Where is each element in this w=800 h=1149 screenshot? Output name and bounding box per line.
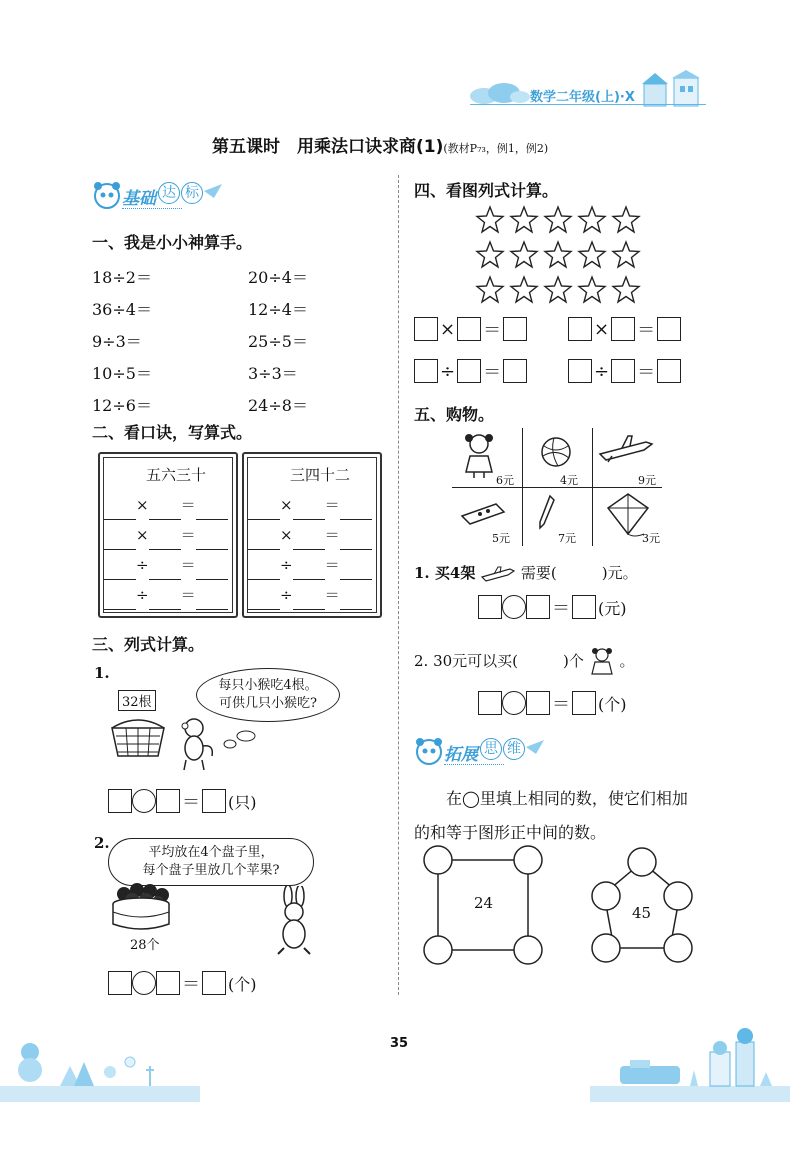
s5-q1-answer: ＝ (元) — [478, 594, 627, 620]
price-doll: 6元 — [496, 474, 514, 487]
airplane-icon — [598, 434, 654, 464]
page-number: 35 — [390, 1036, 409, 1051]
s1-right-0: 20÷4＝ — [248, 268, 308, 287]
column-divider — [398, 175, 399, 995]
s1-right-3: 3÷3＝ — [248, 364, 298, 383]
s1-left-column — [92, 262, 152, 422]
answer-box[interactable] — [108, 789, 132, 813]
s2-rhyme2: 三四十二 — [290, 466, 351, 484]
s2-frame-right — [242, 452, 382, 618]
s5-q1-unit: (元) — [598, 598, 627, 618]
operator-circle[interactable] — [132, 971, 156, 995]
paper-plane-icon — [204, 184, 222, 198]
answer-box[interactable] — [611, 317, 635, 341]
answer-box[interactable] — [202, 789, 226, 813]
answer-box[interactable] — [526, 595, 550, 619]
s1-right-column — [248, 262, 308, 422]
header-house-decoration — [636, 70, 706, 108]
s1-right-2: 25÷5＝ — [248, 332, 308, 351]
answer-box[interactable] — [568, 359, 592, 383]
answer-box[interactable] — [657, 317, 681, 341]
answer-box[interactable] — [503, 359, 527, 383]
s2-title: 二、看口诀，写算式。 — [92, 423, 253, 442]
s4-row2b: ÷ ＝ — [568, 358, 681, 384]
s1-left-3: 10÷5＝ — [92, 364, 152, 383]
price-kite: 3元 — [642, 532, 660, 545]
answer-box[interactable] — [611, 359, 635, 383]
s5-q2: 2. 30元可以买( )个 。 — [414, 646, 634, 678]
s4-title: 四、看图列式计算。 — [414, 181, 559, 200]
banana-basket-icon — [108, 712, 168, 760]
puzzle-circle[interactable] — [424, 936, 452, 964]
lesson-title — [212, 132, 548, 157]
answer-box[interactable] — [156, 789, 180, 813]
answer-box[interactable] — [478, 691, 502, 715]
operator-circle[interactable] — [502, 595, 526, 619]
badge-ext-text: 拓展 — [444, 745, 478, 765]
price-ball: 4元 — [560, 474, 578, 487]
s1-left-4: 12÷6＝ — [92, 396, 152, 415]
answer-box[interactable] — [572, 691, 596, 715]
price-pen: 7元 — [558, 532, 576, 545]
s3-title: 三、列式计算。 — [92, 635, 205, 654]
header-divider — [470, 104, 706, 105]
pen-icon — [536, 494, 556, 530]
badge-extension — [414, 734, 554, 770]
s1-left-0: 18÷2＝ — [92, 268, 152, 287]
monkey-icon — [176, 716, 216, 772]
answer-box[interactable] — [457, 359, 481, 383]
airplane-small-icon — [480, 565, 516, 583]
price-pencil-case: 5元 — [492, 532, 510, 545]
square-center-number: 24 — [474, 894, 494, 912]
s1-title: 一、我是小小神算手。 — [92, 233, 253, 252]
badge-basic-text: 基础 — [122, 189, 156, 209]
doll-icon — [462, 432, 496, 478]
footer-right-decoration — [590, 1022, 790, 1102]
puzzle-circle[interactable] — [592, 882, 620, 910]
answer-box[interactable] — [503, 317, 527, 341]
panda-icon — [92, 180, 122, 210]
s1-right-4: 24÷8＝ — [248, 396, 308, 415]
pentagon-center-number: 45 — [632, 904, 652, 922]
s2-rows-left: × ＝ × ＝ ÷ ＝ ÷ ＝ — [104, 490, 228, 610]
s3-q2-number: 2. — [94, 834, 110, 852]
stars-grid — [468, 204, 648, 308]
s3-q2-answer: ＝ (个) — [108, 970, 257, 996]
header-cloud-decoration — [470, 82, 530, 104]
puzzle-circle[interactable] — [514, 846, 542, 874]
price-airplane: 9元 — [638, 474, 656, 487]
s3-q2-count: 28个 — [130, 938, 160, 953]
s6-instructions: 在◯里填上相同的数，使它们相加 的和等于图形正中间的数。 — [414, 789, 688, 842]
s5-q2-answer: ＝ (个) — [478, 690, 627, 716]
doll-small-icon — [589, 646, 615, 678]
answer-box[interactable] — [156, 971, 180, 995]
thought-dots — [216, 730, 256, 750]
s5-q1: 1. 买4架 需要( )元。 — [414, 564, 638, 582]
ball-icon — [540, 436, 572, 468]
puzzle-circle[interactable] — [664, 934, 692, 962]
lesson-title-main: 第五课时 用乘法口诀求商(1) — [212, 137, 444, 157]
s2-frame-left — [98, 452, 238, 618]
puzzle-circle[interactable] — [664, 882, 692, 910]
header-subject: 数学二年级(上)·X — [530, 90, 635, 105]
s2-rows-right: × ＝ × ＝ ÷ ＝ ÷ ＝ — [248, 490, 372, 610]
badge-basic-circle1: 达 — [158, 182, 180, 204]
pencil-case-icon — [460, 500, 506, 526]
badge-basic — [92, 178, 222, 214]
s4-row2: ÷ ＝ — [414, 358, 527, 384]
s3-q2-bubble: 平均放在4个盘子里， 每个盘子里放几个苹果? — [108, 838, 314, 886]
shop-grid — [452, 428, 662, 546]
s3-q1-bubble: 每只小猴吃4根。 可供几只小猴吃? — [196, 668, 340, 722]
rabbit-icon — [270, 886, 316, 956]
answer-box[interactable] — [108, 971, 132, 995]
answer-box[interactable] — [657, 359, 681, 383]
footer-left-decoration — [0, 1022, 200, 1102]
s2-rhyme1: 五六三十 — [146, 466, 207, 484]
answer-box[interactable] — [414, 317, 438, 341]
s1-left-1: 36÷4＝ — [92, 300, 152, 319]
answer-box[interactable] — [478, 595, 502, 619]
s4-row1b: × ＝ — [568, 316, 681, 342]
answer-box[interactable] — [414, 359, 438, 383]
puzzle-circle[interactable] — [628, 848, 656, 876]
panda-icon — [414, 736, 444, 766]
answer-box[interactable] — [568, 317, 592, 341]
s5-q2-unit: (个) — [598, 694, 627, 714]
puzzle-circle[interactable] — [424, 846, 452, 874]
puzzle-circle[interactable] — [592, 934, 620, 962]
badge-ext-circle1: 思 — [480, 738, 502, 760]
paper-plane-icon — [526, 740, 544, 754]
operator-circle[interactable] — [502, 691, 526, 715]
lesson-title-ref: (教材P₇₃，例1，例2) — [443, 142, 549, 155]
puzzle-circle[interactable] — [514, 936, 542, 964]
s3-q1-unit: (只) — [228, 792, 257, 812]
badge-basic-circle2: 标 — [181, 182, 203, 204]
answer-box[interactable] — [526, 691, 550, 715]
apple-plate-icon — [110, 882, 172, 932]
s3-q1-number: 1. — [94, 664, 110, 682]
operator-circle[interactable] — [132, 789, 156, 813]
s1-left-2: 9÷3＝ — [92, 332, 142, 351]
badge-ext-circle2: 维 — [503, 738, 525, 760]
s3-q1-tag: 32根 — [118, 690, 156, 711]
s3-q1-answer: ＝ (只) — [108, 788, 257, 814]
s3-q2-unit: (个) — [228, 974, 257, 994]
s5-title: 五、购物。 — [414, 405, 495, 424]
answer-box[interactable] — [457, 317, 481, 341]
answer-box[interactable] — [202, 971, 226, 995]
answer-box[interactable] — [572, 595, 596, 619]
s4-row1: × ＝ — [414, 316, 527, 342]
s1-right-1: 12÷4＝ — [248, 300, 308, 319]
